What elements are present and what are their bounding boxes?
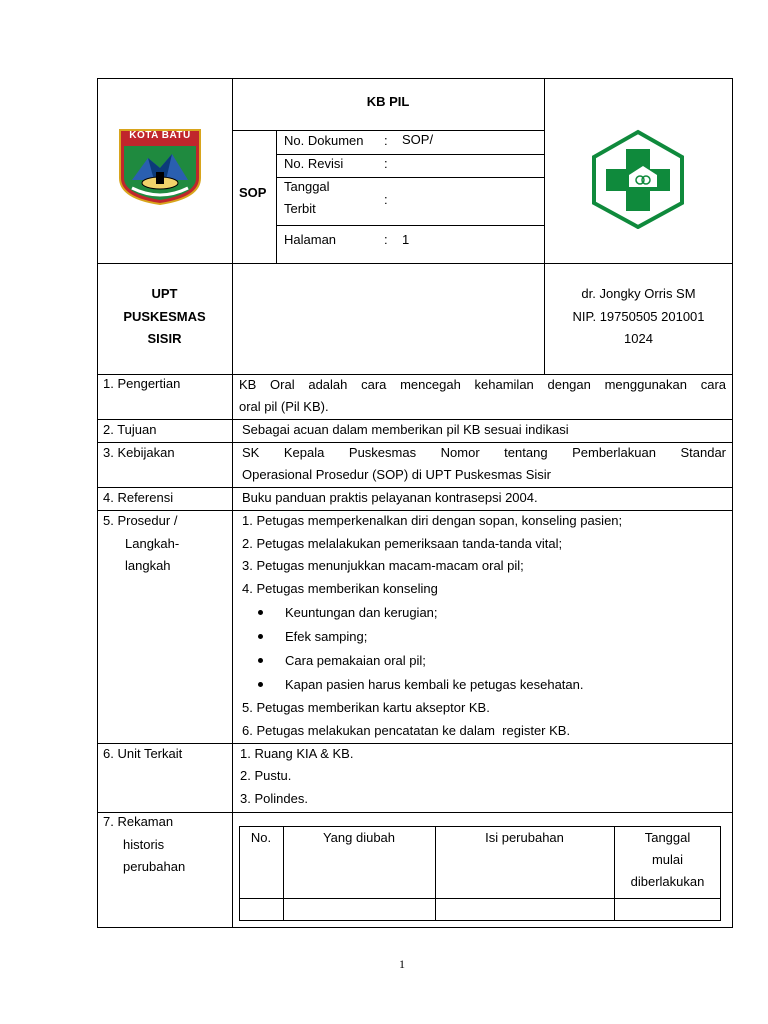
divider	[97, 510, 733, 511]
table-header-date: Tanggal	[644, 830, 691, 845]
divider	[239, 898, 721, 899]
section-label-policy: 3. Kebijakan	[103, 445, 175, 460]
divider	[276, 130, 277, 263]
table-header-no: No.	[250, 830, 272, 845]
page-number: 1	[399, 957, 405, 971]
kota-batu-logo	[118, 128, 202, 206]
field-separator: :	[384, 232, 388, 247]
policy-text-line1: SK Kepala Puskesmas Nomor tentang Pemberlakuan Standar	[242, 445, 726, 460]
divider	[97, 374, 733, 375]
counseling-item: Cara pemakaian oral pil;	[285, 653, 426, 668]
divider	[97, 419, 733, 420]
divider	[232, 78, 233, 928]
counseling-item: Keuntungan dan kerugian;	[285, 605, 438, 620]
related-unit-item: 1. Ruang KIA & KB.	[240, 746, 354, 761]
divider	[97, 263, 733, 264]
counseling-item: Kapan pasien harus kembali ke petugas kesehatan.	[285, 677, 584, 692]
kota-batu-logo-text: KOTA BATU	[129, 130, 191, 141]
field-separator: :	[384, 133, 388, 148]
section-label-related-units: 6. Unit Terkait	[103, 746, 183, 761]
field-label-revision: No. Revisi	[284, 156, 344, 171]
field-separator: :	[384, 156, 388, 171]
sop-label: SOP	[239, 185, 267, 200]
field-label-issue-date-2: Terbit	[284, 201, 316, 216]
procedure-step: 3. Petugas menunjukkan macam-macam oral pil;	[242, 558, 524, 573]
field-label-document-number: No. Dokumen	[284, 133, 364, 148]
signer-nip-continued: 1024	[624, 331, 653, 346]
purpose-text: Sebagai acuan dalam memberikan pil KB sesuai indikasi	[242, 422, 569, 437]
counseling-item: Efek samping;	[285, 629, 368, 644]
field-label-issue-date: Tanggal	[284, 179, 330, 194]
bullet-icon	[258, 634, 263, 639]
org-name-line1: UPT	[151, 286, 178, 301]
bullet-icon	[258, 658, 263, 663]
section-label-purpose: 2. Tujuan	[103, 422, 157, 437]
section-label-procedure-2: Langkah-	[125, 536, 180, 551]
table-header-content: Isi perubahan	[485, 830, 564, 845]
field-separator: :	[384, 192, 388, 207]
section-label-procedure-3: langkah	[125, 558, 171, 573]
table-header-date-3: diberlakukan	[630, 874, 705, 889]
divider	[97, 812, 733, 813]
section-label-reference: 4. Referensi	[103, 490, 174, 505]
divider	[97, 442, 733, 443]
procedure-step: 2. Petugas melalakukan pemeriksaan tanda-tanda vital;	[242, 536, 563, 551]
related-unit-item: 2. Pustu.	[240, 768, 292, 783]
bullet-icon	[258, 682, 263, 687]
divider	[97, 487, 733, 488]
puskesmas-logo	[589, 129, 687, 229]
field-label-page: Halaman	[284, 232, 337, 247]
procedure-step: 4. Petugas memberikan konseling	[242, 581, 438, 596]
divider	[232, 130, 544, 131]
bullet-icon	[258, 610, 263, 615]
definition-text-line2: oral pil (Pil KB).	[239, 399, 329, 414]
section-label-change-history-3: perubahan	[123, 859, 186, 874]
policy-text-line2: Operasional Prosedur (SOP) di UPT Puskesmas Sisir	[242, 467, 551, 482]
section-label-change-history: 7. Rekaman	[103, 814, 174, 829]
procedure-step: 1. Petugas memperkenalkan diri dengan sopan, konseling pasien;	[242, 513, 623, 528]
org-name-line3: SISIR	[147, 331, 182, 346]
reference-text: Buku panduan praktis pelayanan kontrasepsi 2004.	[242, 490, 538, 505]
document-title: KB PIL	[366, 94, 410, 109]
signer-nip: NIP. 19750505 201001	[572, 309, 705, 324]
org-name-line2: PUSKESMAS	[123, 309, 206, 324]
table-header-date-2: mulai	[651, 852, 684, 867]
field-value-page: 1	[402, 232, 410, 247]
procedure-step: 6. Petugas melakukan pencatatan ke dalam register KB.	[242, 723, 571, 738]
definition-text-line1: KB Oral adalah cara mencegah kehamilan dengan menggunakan cara	[239, 377, 726, 392]
related-unit-item: 3. Polindes.	[240, 791, 308, 806]
section-label-definition: 1. Pengertian	[103, 376, 181, 391]
table-header-changed: Yang diubah	[322, 830, 396, 845]
section-label-change-history-2: historis	[123, 837, 165, 852]
section-label-procedure: 5. Prosedur /	[103, 513, 178, 528]
field-value-document-number: SOP/	[402, 132, 434, 147]
divider	[97, 743, 733, 744]
divider	[276, 225, 544, 226]
procedure-step: 5. Petugas memberikan kartu akseptor KB.	[242, 700, 490, 715]
signer-name: dr. Jongky Orris SM	[581, 286, 696, 301]
